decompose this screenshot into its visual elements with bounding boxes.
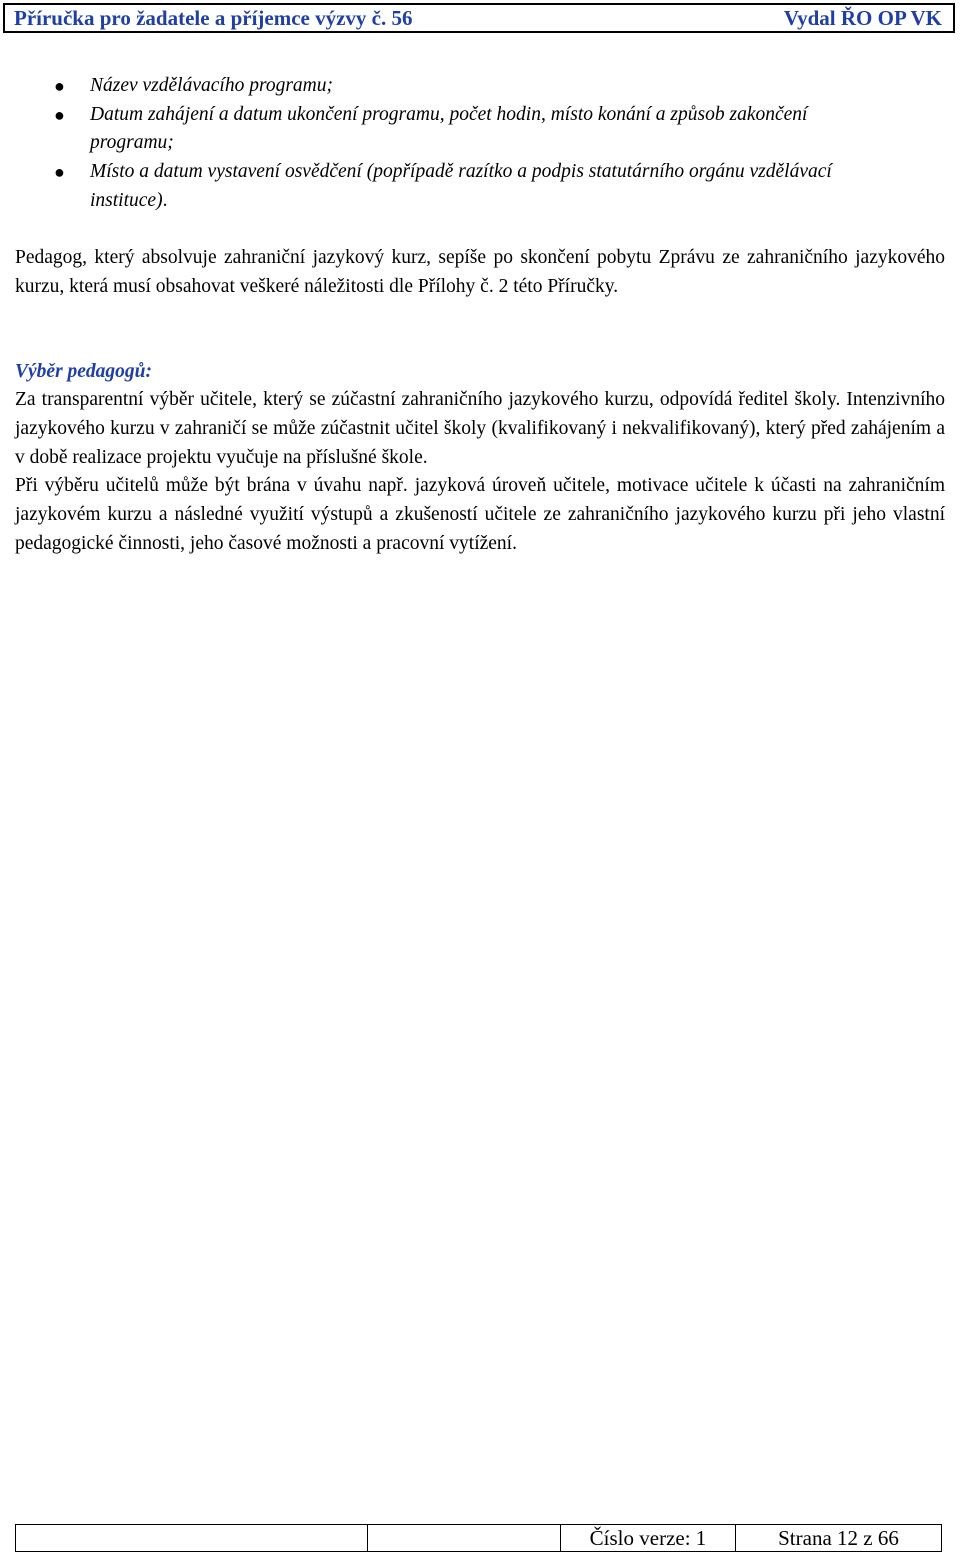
section-heading: Výběr pedagogů:	[15, 360, 153, 382]
list-item-text: Název vzdělávacího programu;	[90, 75, 333, 96]
footer-version: Číslo verze: 1	[561, 1525, 736, 1551]
page-content	[15, 72, 945, 559]
bullet-icon: ●	[54, 76, 65, 96]
paragraph-report: Pedagog, který absolvuje zahraniční jazykový kurz, sepíše po skončení pobytu Zprávu ze zahraničního jazykového kurzu, která musí obsahovat veškeré náležitosti dle Přílohy č. 2 této Příručky.	[15, 247, 945, 297]
list-item-text: Místo a datum vystavení osvědčení (popřípadě razítko a podpis statutárního orgánu vzdělávací instituce)	[90, 161, 832, 211]
list-item	[54, 101, 945, 158]
header-publisher: Vydal ŘO OP VK	[783, 5, 942, 30]
bullet-icon: ●	[54, 162, 65, 183]
header-title: Příručka pro žadatele a příjemce výzvy č. 56	[14, 5, 413, 30]
footer-cell-empty	[16, 1525, 368, 1551]
paragraph-criteria: Při výběru učitelů může být brána v úvahu např. jazyková úroveň učitele, motivace učitele k účasti na zahraničním jazykovém kurzu a následné využití výstupů a zkušeností učitele ze zahraničního jazykového kurzu při jeho vlastní pedagogické činnosti, jeho časové možnosti a pracovní vytížení.	[15, 475, 945, 554]
footer-cell-empty	[368, 1525, 561, 1551]
footer-page-number: Strana 12 z 66	[778, 1525, 899, 1550]
list-item	[54, 72, 945, 101]
paragraph-selection: Za transparentní výběr učitele, který se zúčastní zahraničního jazykového kurzu, odpovídá ředitel školy. Intenzivního jazykového kurzu v zahraničí se může zúčastnit učitel školy (kvalifikovaný i nekvalifikovaný), který před zahájením a v době realizace projektu vyučuje na příslušné škole.	[15, 389, 945, 468]
list-item-text: Datum zahájení a datum ukončení programu, počet hodin, místo konání a způsob zakončení programu;	[90, 103, 808, 154]
list-item	[54, 158, 945, 215]
page-header	[3, 3, 955, 33]
list-item-tail: .	[162, 189, 168, 211]
bullet-list	[15, 72, 945, 216]
bullet-icon: ●	[54, 104, 65, 125]
page-footer	[15, 1524, 942, 1552]
